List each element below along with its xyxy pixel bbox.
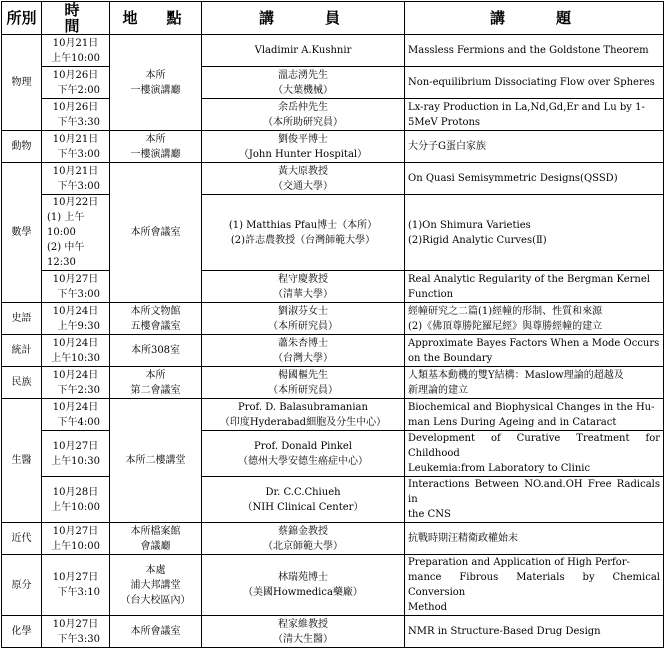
speaker-line: 蔡錦金教授 — [278, 525, 328, 537]
time-cell — [42, 477, 110, 523]
speaker-line: 林瑞苑博士 — [278, 572, 328, 583]
place-cell — [110, 163, 202, 303]
place-line: 本所 — [145, 369, 166, 381]
talk-row — [2, 367, 664, 399]
talk-date: 10月27日 — [52, 572, 99, 583]
place-line: 一樓演講廳 — [130, 84, 181, 96]
place-line: 本所308室 — [130, 345, 181, 356]
header-time: 時 間 — [42, 2, 110, 35]
institute-cell: 生醫 — [2, 399, 42, 523]
speaker-line: (1) Matthias Pfau博士（本所） — [228, 219, 378, 231]
place-cell — [110, 616, 202, 648]
talk-date: 10月27日 — [52, 440, 99, 452]
speaker-line: （清華大學） — [273, 288, 333, 300]
time-cell — [42, 67, 110, 99]
place-line: 本所會議室 — [130, 626, 181, 637]
topic-cell — [405, 477, 664, 523]
speaker-cell — [202, 99, 405, 131]
topic-cell — [405, 555, 664, 616]
header-institute: 所別 — [2, 2, 42, 35]
topic-line: (2)《佛頂尊勝陀羅尼經》與尊勝經幢的建立 — [408, 320, 603, 332]
topic-line: Lx-ray Production in La,Nd,Gd,Er and Lu by 1- — [408, 101, 645, 113]
place-line: 本所文物館 — [130, 305, 181, 317]
time-cell — [42, 431, 110, 477]
topic-line: (2)Rigid Analytic Curves(Ⅱ) — [408, 234, 547, 246]
header-topic: 講 題 — [405, 2, 664, 35]
talk-time: 下午2:00 — [57, 84, 100, 96]
time-cell — [42, 616, 110, 648]
topic-cell — [405, 303, 664, 335]
institute-cell: 數學 — [2, 163, 42, 303]
talk-date: 10月24日 — [52, 369, 99, 381]
header-place: 地 點 — [110, 2, 202, 35]
time-cell — [42, 131, 110, 163]
speaker-line: 劉淑芬女士 — [278, 305, 328, 317]
topic-line: Non-equilibrium Dissociating Flow over Spheres — [408, 77, 655, 88]
place-line: （台大校區內） — [120, 594, 191, 606]
topic-line: (1)On Shimura Varieties — [408, 219, 531, 231]
speaker-line: （印度Hyderabad細胞及分生中心） — [219, 416, 387, 428]
speaker-cell — [202, 399, 405, 431]
time-cell — [42, 399, 110, 431]
place-line: 會議廳 — [140, 540, 171, 552]
talk-date: 10月21日 — [52, 133, 99, 145]
speaker-line: 劉俊平博士 — [278, 133, 328, 145]
speaker-cell — [202, 303, 405, 335]
topic-line: Leukemia:from Laboratory to Clinic — [408, 463, 591, 474]
institute-cell: 近代 — [2, 523, 42, 555]
talk-row — [2, 195, 664, 271]
speaker-line: 黃大原教授 — [278, 165, 328, 177]
place-line: 本所 — [145, 133, 166, 145]
topic-line: Interactions Between NO.and.OH Free Radicals in — [408, 479, 660, 505]
topic-line: Biochemical and Biophysical Changes in the Hu- — [408, 401, 655, 413]
topic-line: Preparation and Application of High Perfor- — [408, 557, 630, 568]
header-row — [2, 2, 664, 35]
topic-line: 新理論的建立 — [408, 384, 468, 396]
topic-line: 抗戰時期汪精衛政權始末 — [408, 533, 518, 544]
topic-line: mance Fibrous Materials by Chemical Conversion — [408, 572, 660, 598]
place-cell — [110, 399, 202, 523]
topic-line: On Quasi Semisymmetric Designs(QSSD) — [408, 173, 618, 184]
talk-date: 10月26日 — [52, 101, 99, 113]
speaker-line: 楊國樞先生 — [278, 369, 328, 381]
place-cell — [110, 303, 202, 335]
topic-line: Function — [408, 288, 454, 300]
time-cell — [42, 35, 110, 67]
talk-time: 上午10:00 — [51, 540, 100, 552]
speaker-line: （NIH Clinical Center） — [242, 501, 364, 513]
place-line: 浦大邦講堂 — [130, 579, 181, 591]
place-cell — [110, 367, 202, 399]
speaker-cell — [202, 131, 405, 163]
speaker-cell — [202, 477, 405, 523]
speaker-line: 溫志湧先生 — [278, 69, 328, 81]
speaker-line: 余岳仲先生 — [278, 101, 328, 113]
institute-cell: 原分 — [2, 555, 42, 616]
speaker-line: 程家維教授 — [278, 618, 328, 630]
institute-cell: 化學 — [2, 616, 42, 648]
speaker-cell — [202, 555, 405, 616]
topic-cell — [405, 99, 664, 131]
place-cell — [110, 131, 202, 163]
speaker-cell — [202, 335, 405, 367]
speaker-cell — [202, 523, 405, 555]
speaker-cell — [202, 163, 405, 195]
topic-cell — [405, 367, 664, 399]
talk-date: 10月27日 — [52, 525, 99, 537]
time-cell — [42, 163, 110, 195]
topic-cell — [405, 523, 664, 555]
speaker-line: 蕭朱杏博士 — [278, 337, 328, 349]
place-line: 本所 — [145, 69, 166, 81]
topic-cell — [405, 431, 664, 477]
topic-line: Massless Fermions and the Goldstone Theorem — [408, 45, 649, 56]
topic-line: Approximate Bayes Factors When a Mode Occurs — [408, 337, 660, 349]
header-speaker: 講 員 — [202, 2, 405, 35]
speaker-cell — [202, 195, 405, 271]
talk-row — [2, 67, 664, 99]
talk-date: 10月21日 — [52, 165, 99, 177]
place-line: 本所檔案館 — [130, 525, 181, 537]
talk-row — [2, 35, 664, 67]
talk-row — [2, 163, 664, 195]
institute-cell: 動物 — [2, 131, 42, 163]
time-cell — [42, 555, 110, 616]
seminar-schedule-table — [1, 1, 664, 648]
talk-row — [2, 477, 664, 523]
topic-line: Development of Curative Treatment for Childhood — [408, 433, 660, 459]
talk-row — [2, 523, 664, 555]
speaker-cell — [202, 35, 405, 67]
speaker-line: Prof. Donald Pinkel — [254, 440, 352, 452]
speaker-cell — [202, 616, 405, 648]
topic-line: man Lens During Ageing and in Cataract — [408, 416, 617, 428]
talk-time-2: (2) 中午12:30 — [47, 242, 85, 268]
topic-cell — [405, 616, 664, 648]
institute-cell: 統計 — [2, 335, 42, 367]
place-cell — [110, 335, 202, 367]
time-cell — [42, 367, 110, 399]
talk-time: 下午2:30 — [57, 384, 100, 396]
time-cell — [42, 195, 110, 271]
speaker-cell — [202, 67, 405, 99]
speaker-line: Vladimir A.Kushnir — [254, 45, 352, 56]
talk-date: 10月24日 — [52, 337, 99, 349]
speaker-line: 程守慶教授 — [278, 273, 328, 285]
talk-date: 10月26日 — [52, 69, 99, 81]
place-cell — [110, 555, 202, 616]
talk-date: 10月24日 — [52, 305, 99, 317]
talk-time: 下午3:00 — [57, 148, 100, 160]
topic-cell — [405, 195, 664, 271]
talk-date: 10月28日 — [52, 486, 99, 498]
talk-time: 上午10:00 — [51, 52, 100, 64]
talk-time: (1) 上午10:00 — [47, 212, 85, 238]
time-cell — [42, 523, 110, 555]
institute-cell: 物理 — [2, 35, 42, 131]
talk-row — [2, 303, 664, 335]
talk-time: 下午3:30 — [57, 116, 100, 128]
talk-row — [2, 271, 664, 303]
topic-cell — [405, 67, 664, 99]
topic-cell — [405, 35, 664, 67]
topic-line: Real Analytic Regularity of the Bergman Kernel — [408, 273, 650, 285]
talk-date: 10月27日 — [52, 273, 99, 285]
time-cell — [42, 271, 110, 303]
talk-time: 上午10:30 — [51, 352, 100, 364]
speaker-line: （清大生醫） — [273, 633, 333, 645]
speaker-line: （大葉機械） — [273, 84, 333, 96]
institute-cell: 民族 — [2, 367, 42, 399]
speaker-line: （美國Howmedica藥廠） — [243, 587, 363, 598]
topic-line: the CNS — [408, 509, 451, 520]
topic-line: 大分子G蛋白家族 — [408, 141, 486, 152]
speaker-line: Dr. C.C.Chiueh — [265, 486, 341, 498]
talk-row — [2, 431, 664, 477]
schedule-body — [2, 35, 664, 648]
topic-line: 經幢研究之二篇(1)經幢的形制、性質和來源 — [408, 305, 603, 317]
speaker-cell — [202, 271, 405, 303]
topic-cell — [405, 163, 664, 195]
place-cell — [110, 35, 202, 131]
place-line: 一樓演講廳 — [130, 148, 181, 160]
talk-time: 上午10:00 — [51, 501, 100, 513]
topic-cell — [405, 131, 664, 163]
speaker-line: （John Hunter Hospital） — [238, 148, 368, 160]
topic-line: NMR in Structure-Based Drug Design — [408, 626, 601, 637]
talk-date: 10月21日 — [52, 37, 99, 49]
talk-row — [2, 399, 664, 431]
speaker-line: （本所研究員） — [268, 320, 338, 332]
place-line: 本所會議室 — [130, 227, 181, 238]
talk-row — [2, 616, 664, 648]
talk-time: 上午9:30 — [57, 320, 100, 332]
time-cell — [42, 99, 110, 131]
speaker-cell — [202, 431, 405, 477]
speaker-line: （交通大學） — [273, 180, 333, 192]
time-cell — [42, 335, 110, 367]
topic-line: on the Boundary — [408, 352, 493, 364]
speaker-cell — [202, 367, 405, 399]
speaker-line: (2)許志農教授（台灣師範大學） — [230, 234, 376, 246]
topic-cell — [405, 399, 664, 431]
speaker-line: （台灣大學） — [273, 352, 333, 364]
talk-row — [2, 99, 664, 131]
speaker-line: Prof. D. Balasubramanian — [238, 401, 368, 413]
talk-date: 10月22日 — [52, 197, 99, 208]
talk-time: 下午3:10 — [57, 587, 100, 598]
topic-cell — [405, 335, 664, 367]
place-cell — [110, 523, 202, 555]
speaker-line: （本所助研究員） — [263, 116, 343, 128]
time-cell — [42, 303, 110, 335]
talk-time: 下午3:00 — [57, 180, 100, 192]
talk-row — [2, 555, 664, 616]
institute-cell: 史語 — [2, 303, 42, 335]
topic-line: 人類基本動機的雙Y結構：Maslow理論的超越及 — [408, 369, 624, 381]
talk-date: 10月24日 — [52, 401, 99, 413]
topic-line: Method — [408, 602, 448, 613]
talk-time: 下午3:00 — [57, 288, 100, 300]
speaker-line: （本所研究員） — [268, 384, 338, 396]
speaker-line: （德州大學安德生癌症中心） — [238, 455, 368, 467]
speaker-line: （北京師範大學） — [263, 540, 343, 552]
place-line: 本所二樓講堂 — [125, 455, 186, 466]
place-line: 本處 — [145, 564, 166, 576]
place-line: 五樓會議室 — [130, 320, 181, 332]
talk-date: 10月27日 — [52, 618, 99, 630]
topic-cell — [405, 271, 664, 303]
talk-time: 上午10:30 — [51, 455, 100, 467]
talk-row — [2, 131, 664, 163]
talk-row — [2, 335, 664, 367]
talk-time: 下午4:00 — [57, 416, 100, 428]
place-line: 第二會議室 — [130, 384, 181, 396]
topic-line: 5MeV Protons — [408, 116, 481, 128]
talk-time: 下午3:30 — [57, 633, 100, 645]
